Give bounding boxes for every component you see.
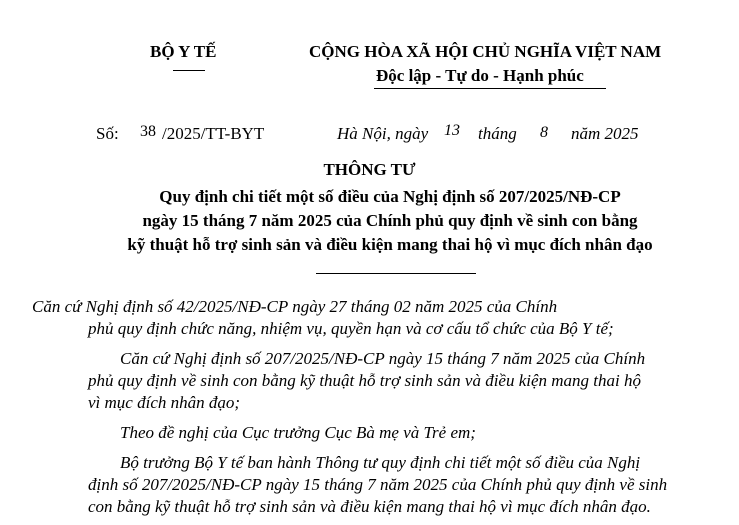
title-line-3: kỹ thuật hỗ trợ sinh sản và điều kiện mang thai hộ vì mục đích nhân đạo <box>127 235 653 254</box>
month-label: tháng <box>478 124 517 143</box>
paragraph-line: vì mục đích nhân đạo; <box>88 393 241 412</box>
paragraph-line: con bằng kỹ thuật hỗ trợ sinh sản và điều kiện mang thai hộ vì mục đích nhân đạo. <box>88 497 651 516</box>
paragraph-line: Theo đề nghị của Cục trưởng Cục Bà mẹ và Trẻ em; <box>120 423 476 442</box>
date-month: 8 <box>540 124 548 141</box>
so-label: Số: <box>96 124 119 143</box>
year-label: năm 2025 <box>571 124 639 143</box>
place-date-prefix: Hà Nội, ngày <box>337 124 429 143</box>
country-name: CỘNG HÒA XÃ HỘI CHỦ NGHĨA VIỆT NAM <box>309 42 662 61</box>
motto: Độc lập - Tự do - Hạnh phúc <box>376 66 584 85</box>
so-number: 38 <box>140 123 156 140</box>
paragraph-line: Căn cứ Nghị định số 42/2025/NĐ-CP ngày 27 tháng 02 năm 2025 của Chính <box>32 297 558 316</box>
paragraph-line: Bộ trưởng Bộ Y tế ban hành Thông tư quy định chi tiết một số điều của Nghị <box>120 453 641 472</box>
so-suffix: /2025/TT-BYT <box>162 124 265 143</box>
title-line-1: Quy định chi tiết một số điều của Nghị định số 207/2025/NĐ-CP <box>159 187 621 206</box>
ministry-underline <box>173 70 205 71</box>
paragraph-line: định số 207/2025/NĐ-CP ngày 15 tháng 7 năm 2025 của Chính phủ quy định về sinh <box>88 475 668 494</box>
title-line-2: ngày 15 tháng 7 năm 2025 của Chính phủ quy định về sinh con bằng <box>142 211 638 230</box>
title-underline <box>316 273 476 274</box>
ministry-name: BỘ Y TẾ <box>150 42 217 61</box>
paragraph-line: Căn cứ Nghị định số 207/2025/NĐ-CP ngày 15 tháng 7 năm 2025 của Chính <box>120 349 646 368</box>
date-day: 13 <box>444 122 460 139</box>
paragraph-line: phủ quy định về sinh con bằng kỹ thuật hỗ trợ sinh sản và điều kiện mang thai hộ <box>88 371 641 390</box>
motto-underline <box>374 88 606 89</box>
paragraph-line: phủ quy định chức năng, nhiệm vụ, quyền hạn và cơ cấu tổ chức của Bộ Y tế; <box>88 319 614 338</box>
document-type: THÔNG TƯ <box>323 160 416 179</box>
